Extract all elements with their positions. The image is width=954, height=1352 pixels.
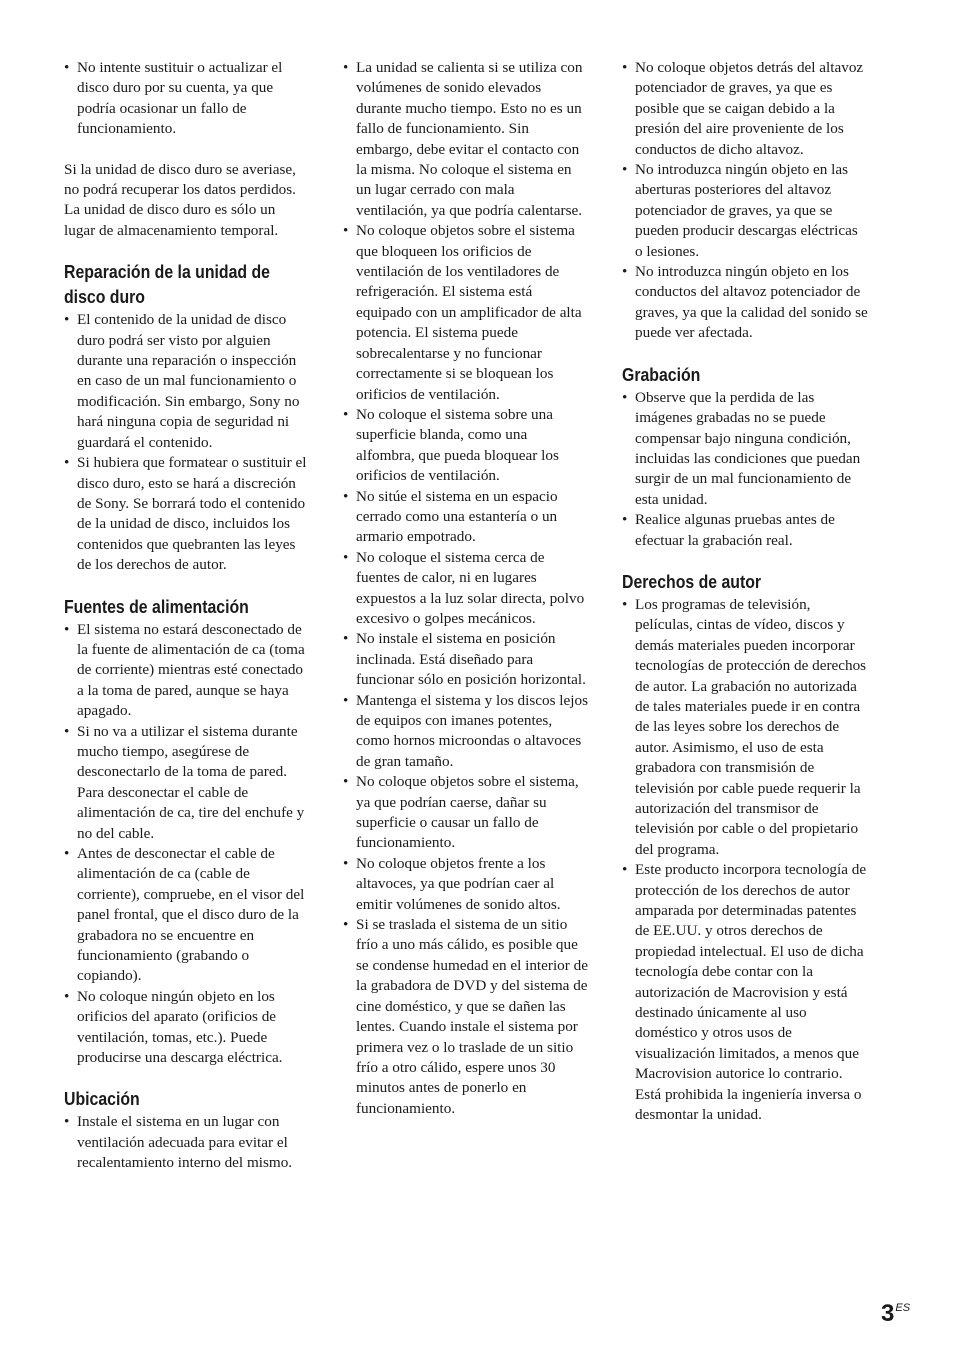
bullet-list xyxy=(343,58,589,1119)
list-item: • No coloque objetos sobre el sistema, ya que podrían caerse, dañar su superficie o causar un fallo de funcionamiento. xyxy=(343,772,589,854)
section-heading-reparacion: Reparación de la unidad de disco duro xyxy=(64,262,270,308)
section-heading-fuentes: Fuentes de alimentación xyxy=(64,596,249,617)
list-item: • Antes de desconectar el cable de alimentación de ca (cable de corriente), compruebe, en el visor del panel frontal, que el disco duro de la grabadora no se encuentre en funcionamiento (grabando o copiando). xyxy=(64,844,310,987)
list-item: • Realice algunas pruebas antes de efectuar la grabación real. xyxy=(622,510,868,551)
list-item: • No intente sustituir o actualizar el disco duro por su cuenta, ya que podría ocasionar un fallo de funcionamiento. xyxy=(64,58,310,140)
list-item: • Instale el sistema en un lugar con ventilación adecuada para evitar el recalentamiento interno del mismo. xyxy=(64,1112,310,1173)
list-item: • El contenido de la unidad de disco duro podrá ser visto por alguien durante una reparación o inspección en caso de un mal funcionamiento o modificación. Sin embargo, Sony no hará ninguna copia de seguridad ni guardará el contenido. xyxy=(64,310,310,453)
bullet-list xyxy=(64,310,310,575)
language-code: ES xyxy=(895,1302,911,1314)
list-item: • Los programas de televisión, películas, cintas de vídeo, discos y demás materiales pueden incorporar tecnologías de protección de derechos de autor. La grabación no autorizada de tales materiales puede ir en contra de las leyes sobre los derechos de autor. Asimismo, el uso de esta grabadora con transmisión de televisión por cable puede requerir la autorización del transmisor de televisión por cable o del propietario del programa. xyxy=(622,595,868,860)
list-item: • Si hubiera que formatear o sustituir el disco duro, esto se hará a discreción de Sony. Se borrará todo el contenido de la unidad de disco, incluidos los contenidos que quebranten las leyes de los derechos de autor. xyxy=(64,453,310,575)
list-item: • No sitúe el sistema en un espacio cerrado como una estantería o un armario empotrado. xyxy=(343,487,589,548)
list-item: • Mantenga el sistema y los discos lejos de equipos con imanes potentes, como hornos microondas o altavoces de gran tamaño. xyxy=(343,691,589,773)
bullet-list xyxy=(622,388,868,551)
list-item: • Observe que la perdida de las imágenes grabadas no se puede compensar bajo ninguna condición, incluidas las condiciones que puedan surgir de un mal funcionamiento de esta unidad. xyxy=(622,388,868,510)
list-item: • No coloque objetos frente a los altavoces, ya que podrían caer al emitir volúmenes de sonido altos. xyxy=(343,854,589,915)
column-2 xyxy=(343,58,589,1119)
column-1 xyxy=(64,58,310,1174)
bullet-list xyxy=(64,620,310,1069)
bullet-list xyxy=(64,58,310,140)
page-number xyxy=(881,1300,910,1328)
list-item: • No coloque el sistema cerca de fuentes de calor, ni en lugares expuestos a la luz solar directa, polvo excesivo o golpes mecánicos. xyxy=(343,548,589,630)
paragraph: Si la unidad de disco duro se averiase, no podrá recuperar los datos perdidos. La unidad de disco duro es sólo un lugar de almacenamiento temporal. xyxy=(64,160,296,239)
list-item: • No introduzca ningún objeto en las aberturas posteriores del altavoz potenciador de graves, ya que se pueden producir descargas eléctricas o lesiones. xyxy=(622,160,868,262)
list-item: • Si no va a utilizar el sistema durante mucho tiempo, asegúrese de desconectarlo de la toma de pared. Para desconectar el cable de alimentación de ca, tire del enchufe y no del cable. xyxy=(64,722,310,844)
list-item: • No coloque objetos detrás del altavoz potenciador de graves, ya que es posible que se caigan debido a la presión del aire proveniente de los conductos de dicho altavoz. xyxy=(622,58,868,160)
column-3 xyxy=(622,58,868,1126)
list-item: • Si se traslada el sistema de un sitio frío a uno más cálido, es posible que se condense humedad en el interior de la grabadora de DVD y del sistema de cine doméstico, y que se dañen las lentes. Cuando instale el sistema por primera vez o lo traslade de un sitio frío a otro cálido, espere unos 30 minutos antes de ponerlo en funcionamiento. xyxy=(343,915,589,1119)
page-number-value: 3 xyxy=(881,1300,895,1327)
list-item: • Este producto incorpora tecnología de protección de los derechos de autor amparada por determinadas patentes de EE.UU. y otros derechos de propiedad intelectual. El uso de dicha tecnología debe contar con la autorización de Macrovision y está destinado únicamente al uso doméstico y otros usos de visualización limitados, a menos que Macrovision autorice lo contrario. Está prohibida la ingeniería inversa o desmontar la unidad. xyxy=(622,860,868,1125)
bullet-list xyxy=(622,58,868,344)
list-item: • El sistema no estará desconectado de la fuente de alimentación de ca (toma de corriente) mientras esté conectado a la toma de pared, aunque se haya apagado. xyxy=(64,620,310,722)
section-heading-derechos: Derechos de autor xyxy=(622,571,762,592)
bullet-list xyxy=(64,1112,310,1173)
list-item: • No instale el sistema en posición inclinada. Está diseñado para funcionar sólo en posición horizontal. xyxy=(343,629,589,690)
bullet-list xyxy=(622,595,868,1126)
section-heading-grabacion: Grabación xyxy=(622,364,701,385)
list-item: • No introduzca ningún objeto en los conductos del altavoz potenciador de graves, ya que la calidad del sonido se puede ver afectada. xyxy=(622,262,868,344)
list-item: • No coloque el sistema sobre una superficie blanda, como una alfombra, que pueda bloquear los orificios de ventilación. xyxy=(343,405,589,487)
section-heading-ubicacion: Ubicación xyxy=(64,1089,140,1110)
list-item: • No coloque objetos sobre el sistema que bloqueen los orificios de ventilación de los ventiladores de refrigeración. El sistema está equipado con un amplificador de alta potencia. El sistema puede sobrecalentarse y no funcionar correctamente si se bloquean los orificios de ventilación. xyxy=(343,221,589,405)
list-item: • No coloque ningún objeto en los orificios del aparato (orificios de ventilación, tomas, etc.). Puede producirse una descarga eléctrica. xyxy=(64,987,310,1069)
list-item: • La unidad se calienta si se utiliza con volúmenes de sonido elevados durante mucho tiempo. Esto no es un fallo de funcionamiento. Sin embargo, debe evitar el contacto con la misma. No coloque el sistema en un lugar cerrado con mala ventilación, ya que podría calentarse. xyxy=(343,58,589,221)
